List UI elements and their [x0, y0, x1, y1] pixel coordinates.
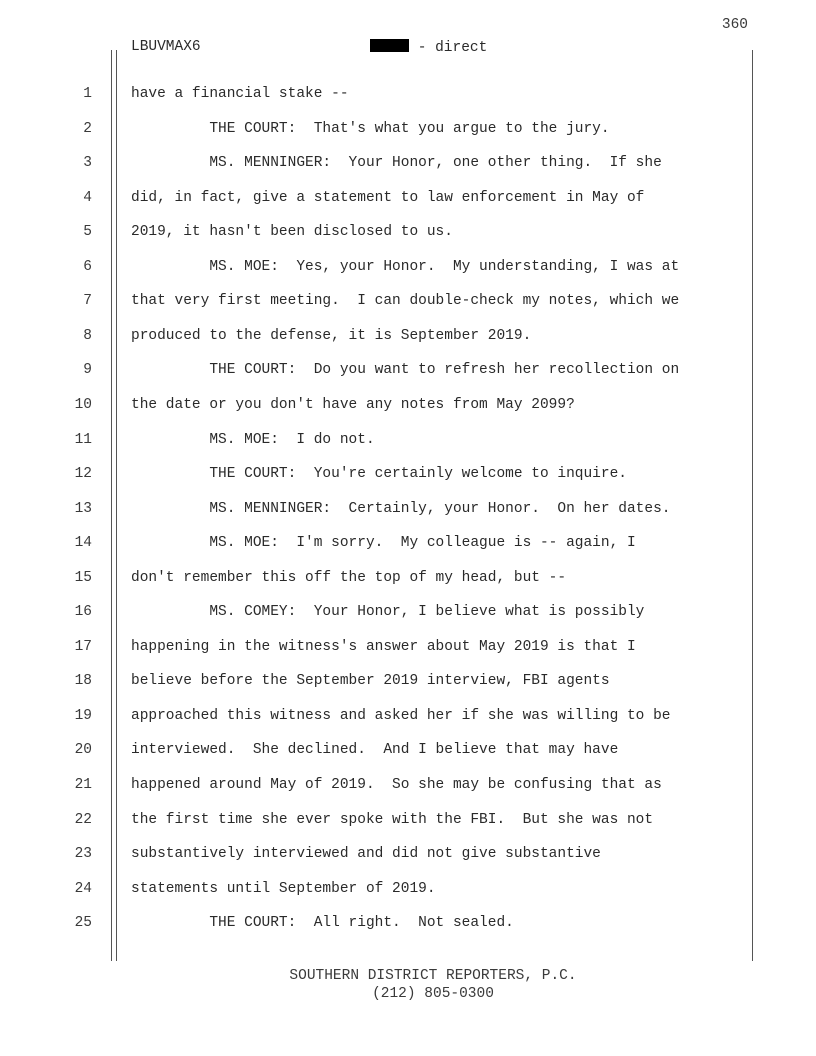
- line-number: 25: [74, 915, 92, 932]
- line-text: MS. MOE: Yes, your Honor. My understanding, I was at: [131, 258, 680, 275]
- line-number: 17: [74, 638, 92, 655]
- redaction-bar: [370, 39, 409, 52]
- line-number: 21: [74, 777, 92, 793]
- line-number: 10: [74, 396, 92, 413]
- transcript-line: [0, 881, 816, 901]
- line-number: 1: [83, 86, 92, 102]
- line-text: MS. MENNINGER: Certainly, your Honor. On her dates.: [131, 500, 671, 517]
- line-text: THE COURT: You're certainly welcome to inquire.: [131, 466, 627, 483]
- transcript-line: [0, 259, 816, 279]
- line-number: 13: [74, 500, 92, 517]
- line-number: 19: [74, 707, 92, 724]
- line-text: have a financial stake --: [131, 86, 349, 102]
- line-number: 4: [83, 189, 92, 206]
- line-text: happening in the witness's answer about May 2019 is that I: [131, 638, 636, 655]
- line-number: 8: [83, 327, 92, 344]
- line-number: 24: [74, 880, 92, 897]
- case-code: LBUVMAX6: [131, 39, 201, 55]
- transcript-line: [0, 604, 816, 624]
- line-text: the date or you don't have any notes from May 2099?: [131, 396, 575, 413]
- line-text: 2019, it hasn't been disclosed to us.: [131, 224, 453, 241]
- transcript-line: [0, 846, 816, 866]
- line-number: 6: [83, 258, 92, 275]
- line-text: believe before the September 2019 interview, FBI agents: [131, 673, 610, 690]
- line-text: the first time she ever spoke with the FBI. But she was not: [131, 811, 654, 828]
- transcript-line: [0, 708, 816, 728]
- line-text: happened around May of 2019. So she may be confusing that as: [131, 777, 662, 793]
- line-number: 23: [74, 846, 92, 863]
- footer-reporter: SOUTHERN DISTRICT REPORTERS, P.C.: [289, 968, 577, 984]
- line-text: THE COURT: All right. Not sealed.: [131, 915, 514, 932]
- line-number: 3: [83, 155, 92, 172]
- line-number: 2: [83, 120, 92, 137]
- section-label: - direct: [417, 40, 488, 56]
- page-number: 360: [721, 17, 748, 33]
- line-text: did, in fact, give a statement to law enforcement in May of: [131, 189, 645, 206]
- transcript-line: [0, 224, 816, 244]
- transcript-line: [0, 535, 816, 555]
- transcript-line: [0, 777, 816, 797]
- line-number: 15: [74, 569, 92, 586]
- line-number: 11: [74, 431, 92, 448]
- line-number: 16: [74, 604, 92, 621]
- line-text: approached this witness and asked her if she was willing to be: [131, 707, 671, 724]
- line-number: 9: [83, 362, 92, 379]
- line-text: that very first meeting. I can double-check my notes, which we: [131, 293, 680, 310]
- transcript-line: [0, 328, 816, 348]
- line-text: THE COURT: That's what you argue to the jury.: [131, 120, 610, 137]
- header-section: [370, 39, 487, 56]
- transcript-line: [0, 673, 816, 693]
- line-text: MS. COMEY: Your Honor, I believe what is possibly: [131, 604, 645, 621]
- line-text: statements until September of 2019.: [131, 880, 436, 897]
- line-text: THE COURT: Do you want to refresh her recollection on: [131, 362, 680, 379]
- transcript-line: [0, 121, 816, 141]
- line-text: produced to the defense, it is September 2019.: [131, 327, 532, 344]
- transcript-line: [0, 501, 816, 521]
- transcript-line: [0, 432, 816, 452]
- transcript-line: [0, 570, 816, 590]
- transcript-line: [0, 190, 816, 210]
- line-number: 5: [83, 224, 92, 241]
- line-text: MS. MOE: I'm sorry. My colleague is -- again, I: [131, 535, 636, 552]
- transcript-line: [0, 915, 816, 935]
- line-number: 7: [83, 293, 92, 310]
- transcript-line: [0, 466, 816, 486]
- line-text: substantively interviewed and did not give substantive: [131, 846, 601, 863]
- transcript-line: [0, 155, 816, 175]
- transcript-line: [0, 639, 816, 659]
- line-number: 14: [74, 535, 92, 552]
- line-text: don't remember this off the top of my head, but --: [131, 569, 567, 586]
- transcript-line: [0, 397, 816, 417]
- line-number: 18: [74, 673, 92, 690]
- line-number: 22: [74, 811, 92, 828]
- transcript-line: [0, 812, 816, 832]
- transcript-line: [0, 293, 816, 313]
- line-text: MS. MOE: I do not.: [131, 431, 375, 448]
- transcript-line: [0, 742, 816, 762]
- line-text: interviewed. She declined. And I believe that may have: [131, 742, 619, 759]
- line-text: MS. MENNINGER: Your Honor, one other thing. If she: [131, 155, 662, 172]
- line-number: 12: [74, 466, 92, 483]
- footer-phone: (212) 805-0300: [372, 986, 494, 1002]
- transcript-line: [0, 362, 816, 382]
- line-number: 20: [74, 742, 92, 759]
- transcript-line: [0, 86, 816, 106]
